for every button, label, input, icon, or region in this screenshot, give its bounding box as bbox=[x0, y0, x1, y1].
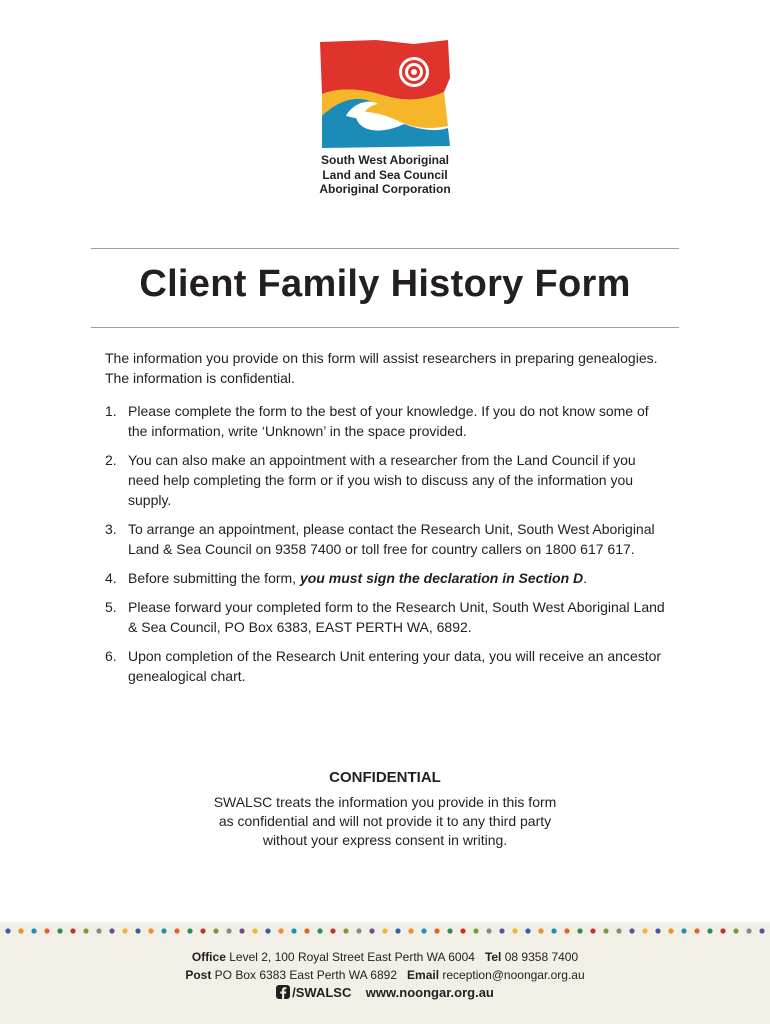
list-item-text: You can also make an appointment with a researcher from the Land Council if you need help completing the form or if you wish to discuss any of the information you supply. bbox=[128, 452, 636, 508]
decorative-dot bbox=[57, 928, 62, 933]
list-item-number: 3. bbox=[105, 521, 117, 537]
decorative-dot bbox=[83, 928, 88, 933]
post-address: PO Box 6383 East Perth WA 6892 bbox=[214, 968, 397, 982]
decorative-dot bbox=[538, 928, 543, 933]
list-item-number: 4. bbox=[105, 570, 117, 586]
decorative-dot bbox=[200, 928, 205, 933]
decorative-dot bbox=[148, 928, 153, 933]
decorative-dot bbox=[408, 928, 413, 933]
decorative-dot bbox=[447, 928, 452, 933]
decorative-dot bbox=[278, 928, 283, 933]
decorative-dot bbox=[135, 928, 140, 933]
organisation-name-line: Aboriginal Corporation bbox=[319, 182, 451, 196]
decorative-dot-row bbox=[0, 926, 770, 936]
decorative-dot bbox=[434, 928, 439, 933]
tel-label: Tel bbox=[484, 950, 502, 964]
decorative-dot bbox=[733, 928, 738, 933]
organisation-name-line: Land and Sea Council bbox=[322, 167, 448, 182]
decorative-dot bbox=[486, 928, 491, 933]
decorative-dot bbox=[395, 928, 400, 933]
email-label: Email bbox=[407, 968, 440, 982]
list-item-number: 1. bbox=[105, 403, 117, 419]
decorative-dot bbox=[44, 928, 49, 933]
decorative-dot bbox=[96, 928, 101, 933]
decorative-dot bbox=[70, 928, 75, 933]
list-item-text: Please forward your completed form to the Research Unit, South West Aboriginal Land & Sea Council, PO Box 6383, EAST PERTH WA, 6892. bbox=[128, 599, 665, 635]
decorative-dot bbox=[213, 928, 218, 933]
list-item-text: Please complete the form to the best of your knowledge. If you do not know some of the information, write ‘Unknown’ in the space provided. bbox=[128, 403, 649, 439]
decorative-dot bbox=[681, 928, 686, 933]
decorative-dot bbox=[551, 928, 556, 933]
organisation-logo bbox=[316, 38, 454, 150]
office-address: Level 2, 100 Royal Street East Perth WA 6004 bbox=[229, 950, 475, 964]
decorative-dot bbox=[330, 928, 335, 933]
decorative-dot bbox=[265, 928, 270, 933]
decorative-dot bbox=[5, 928, 10, 933]
decorative-dot bbox=[382, 928, 387, 933]
decorative-dot bbox=[460, 928, 465, 933]
decorative-dot bbox=[421, 928, 426, 933]
list-item bbox=[105, 597, 670, 637]
facebook-icon[interactable] bbox=[276, 985, 290, 999]
decorative-dot bbox=[629, 928, 634, 933]
decorative-dot bbox=[239, 928, 244, 933]
decorative-dot bbox=[31, 928, 36, 933]
list-item-text bbox=[128, 568, 670, 588]
organisation-name bbox=[300, 153, 470, 197]
decorative-dot bbox=[577, 928, 582, 933]
list-item-number: 6. bbox=[105, 648, 117, 664]
email-link[interactable]: reception@noongar.org.au bbox=[442, 968, 585, 982]
list-item-number: 2. bbox=[105, 452, 117, 468]
intro-paragraph: The information you provide on this form will assist researchers in preparing genealogies. The information is confidential. bbox=[105, 350, 658, 386]
decorative-dot bbox=[499, 928, 504, 933]
footer-post-line bbox=[0, 968, 770, 982]
tel-number[interactable]: 08 9358 7400 bbox=[504, 950, 579, 964]
list-item bbox=[105, 519, 670, 559]
list-item bbox=[105, 450, 670, 510]
list-item bbox=[105, 568, 670, 588]
decorative-dot bbox=[304, 928, 309, 933]
website-link[interactable]: www.noongar.org.au bbox=[365, 985, 494, 1000]
confidential-line: SWALSC treats the information you provide in this form bbox=[213, 794, 557, 810]
declaration-emphasis: you must sign the declaration in Section D bbox=[299, 570, 584, 586]
decorative-dot bbox=[590, 928, 595, 933]
decorative-dot bbox=[759, 928, 764, 933]
list-item-text: To arrange an appointment, please contact the Research Unit, South West Aboriginal Land & Sea Council on 9358 7400 or toll free for country callers on 1800 617 617. bbox=[128, 521, 655, 557]
list-item bbox=[105, 401, 670, 441]
decorative-dot bbox=[18, 928, 23, 933]
decorative-dot bbox=[525, 928, 530, 933]
post-label: Post bbox=[185, 968, 212, 982]
decorative-dot bbox=[642, 928, 647, 933]
decorative-dot bbox=[291, 928, 296, 933]
list-item-text: Upon completion of the Research Unit entering your data, you will receive an ancestor genealogical chart. bbox=[128, 648, 662, 684]
decorative-dot bbox=[512, 928, 517, 933]
decorative-dot bbox=[473, 928, 478, 933]
decorative-dot bbox=[694, 928, 699, 933]
footer-office-line bbox=[0, 950, 770, 964]
decorative-dot bbox=[109, 928, 114, 933]
confidential-line: without your express consent in writing. bbox=[262, 832, 508, 848]
confidential-text bbox=[185, 793, 585, 850]
decorative-dot bbox=[655, 928, 660, 933]
office-label: Office bbox=[191, 950, 226, 964]
organisation-name-line: South West Aboriginal bbox=[321, 153, 449, 167]
list-item-number: 5. bbox=[105, 599, 117, 615]
decorative-dot bbox=[226, 928, 231, 933]
decorative-dot bbox=[369, 928, 374, 933]
decorative-dot bbox=[343, 928, 348, 933]
top-divider bbox=[91, 248, 679, 249]
decorative-dot bbox=[161, 928, 166, 933]
decorative-dot bbox=[616, 928, 621, 933]
footer bbox=[0, 922, 770, 1024]
list-item-text-start: Before submitting the form, bbox=[128, 570, 300, 586]
decorative-dot bbox=[356, 928, 361, 933]
confidential-heading: CONFIDENTIAL bbox=[329, 769, 441, 786]
decorative-dot bbox=[317, 928, 322, 933]
facebook-handle[interactable]: /SWALSC bbox=[292, 985, 352, 1000]
decorative-dot bbox=[187, 928, 192, 933]
decorative-dot bbox=[564, 928, 569, 933]
logo-target-icon bbox=[399, 57, 429, 87]
decorative-dot bbox=[122, 928, 127, 933]
page-title: Client Family History Form bbox=[139, 263, 631, 305]
decorative-dot bbox=[720, 928, 725, 933]
list-item bbox=[105, 646, 670, 686]
decorative-dot bbox=[252, 928, 257, 933]
decorative-dot bbox=[707, 928, 712, 933]
decorative-dot bbox=[603, 928, 608, 933]
confidential-line: as confidential and will not provide it to any third party bbox=[218, 813, 552, 829]
decorative-dot bbox=[746, 928, 751, 933]
footer-social-line bbox=[0, 985, 770, 1000]
instruction-list bbox=[105, 401, 670, 695]
decorative-dot bbox=[668, 928, 673, 933]
list-item-text-end: . bbox=[583, 570, 588, 586]
title-divider bbox=[91, 327, 679, 328]
decorative-dot bbox=[174, 928, 179, 933]
